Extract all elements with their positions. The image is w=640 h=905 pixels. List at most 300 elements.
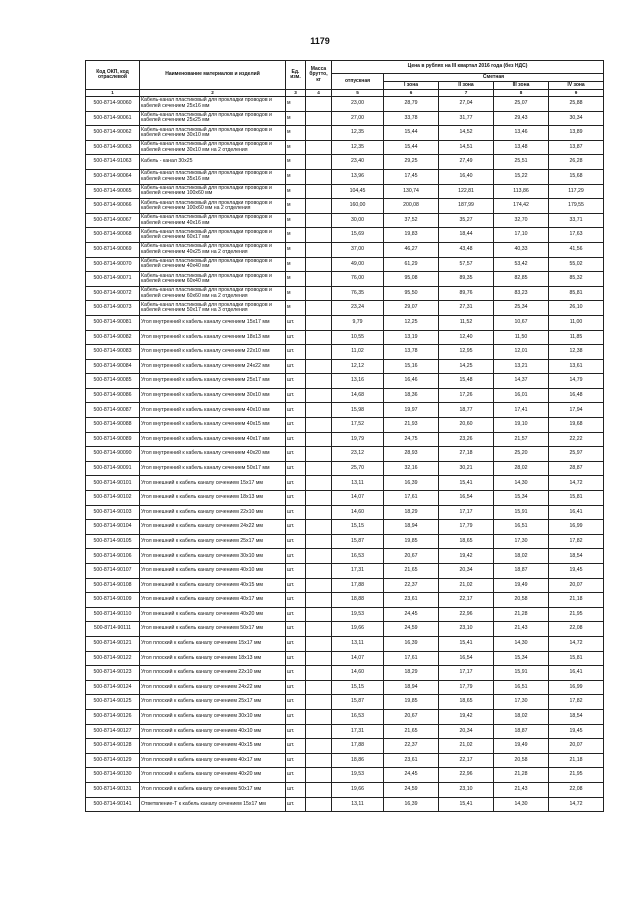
cell-price-otpusk: 19,53 [332,768,384,783]
cell-code: 500-8714-90125 [86,695,140,710]
cell-name: Угол внутренний к кабель каналу сечением 18х13 мм [140,330,286,345]
cell-code: 500-8714-90070 [86,257,140,272]
cell-mass [306,724,332,739]
cell-price-otpusk: 14,68 [332,388,384,403]
cell-code: 500-8714-90105 [86,534,140,549]
cell-price-zone-1: 21,65 [384,564,439,579]
cell-unit: м [286,126,306,141]
cell-price-otpusk: 104,45 [332,184,384,199]
table-row [86,374,604,389]
cell-mass [306,388,332,403]
cell-code: 500-8714-90103 [86,505,140,520]
cell-name: Кабель-канал пластиковый для прокладки проводов и кабелей сечением 100х60 мм [140,184,286,199]
cell-code: 500-8714-90128 [86,739,140,754]
cell-price-otpusk: 16,53 [332,709,384,724]
cell-price-zone-4: 16,48 [549,388,604,403]
cell-code: 500-8714-90084 [86,359,140,374]
table-row [86,199,604,214]
cell-price-zone-3: 17,30 [494,534,549,549]
cell-unit: м [286,199,306,214]
cell-price-zone-4: 85,32 [549,272,604,287]
cell-price-otpusk: 49,00 [332,257,384,272]
cell-price-zone-1: 29,07 [384,301,439,316]
cell-name: Угол внешний к кабель каналу сечением 22х10 мм [140,505,286,520]
cell-mass [306,242,332,257]
table-row [86,534,604,549]
cell-unit: шт. [286,636,306,651]
cell-price-otpusk: 37,00 [332,242,384,257]
cell-name: Угол внешний к кабель каналу сечением 40х10 мм [140,564,286,579]
cell-price-zone-3: 13,21 [494,359,549,374]
cell-price-zone-3: 21,43 [494,622,549,637]
cell-mass [306,126,332,141]
cell-price-zone-3: 53,42 [494,257,549,272]
cell-code: 500-8714-90066 [86,199,140,214]
cell-name: Кабель-канал пластиковый для прокладки проводов и кабелей сечением 30х10 мм [140,126,286,141]
table-row [86,97,604,112]
cell-price-zone-1: 16,39 [384,636,439,651]
cell-code: 500-8714-90129 [86,753,140,768]
cell-mass [306,520,332,535]
cell-price-zone-4: 85,81 [549,286,604,301]
cell-name: Угол плоский к кабель каналу сечением 40х15 мм [140,739,286,754]
cell-price-zone-4: 16,41 [549,505,604,520]
cell-name: Угол внутренний к кабель каналу сечением 24х22 мм [140,359,286,374]
cell-price-zone-4: 16,99 [549,680,604,695]
cell-price-zone-3: 32,70 [494,213,549,228]
cell-code: 500-8714-90104 [86,520,140,535]
cell-mass [306,403,332,418]
table-row [86,680,604,695]
cell-code: 500-8714-90126 [86,709,140,724]
cell-price-otpusk: 25,70 [332,461,384,476]
cell-price-zone-4: 25,97 [549,447,604,462]
table-row [86,403,604,418]
col-num: 9 [549,90,604,97]
cell-mass [306,169,332,184]
cell-mass [306,213,332,228]
cell-code: 500-8714-90102 [86,491,140,506]
cell-price-zone-1: 20,67 [384,709,439,724]
cell-price-zone-2: 27,04 [439,97,494,112]
cell-price-zone-2: 22,17 [439,753,494,768]
cell-price-otpusk: 15,87 [332,534,384,549]
cell-name: Кабель-канал пластиковый для прокладки проводов и кабелей сечением 40х25 мм на 2 отделения [140,242,286,257]
cell-mass [306,199,332,214]
cell-price-otpusk: 17,31 [332,724,384,739]
table-row [86,636,604,651]
cell-price-otpusk: 19,66 [332,622,384,637]
cell-price-zone-1: 20,67 [384,549,439,564]
cell-unit: м [286,97,306,112]
cell-price-zone-1: 37,52 [384,213,439,228]
table-row [86,213,604,228]
cell-unit: шт. [286,753,306,768]
cell-unit: м [286,213,306,228]
cell-name: Угол плоский к кабель каналу сечением 24х22 мм [140,680,286,695]
cell-price-otpusk: 19,66 [332,782,384,797]
cell-price-zone-4: 19,68 [549,418,604,433]
cell-price-zone-1: 19,85 [384,534,439,549]
cell-name: Угол внешний к кабель каналу сечением 50х17 мм [140,622,286,637]
cell-code: 500-8714-90067 [86,213,140,228]
cell-price-zone-4: 179,55 [549,199,604,214]
table-row [86,564,604,579]
cell-price-zone-4: 14,72 [549,797,604,812]
price-table [85,60,604,812]
cell-name: Кабель-канал пластиковый для прокладки проводов и кабелей сечением 60х17 мм [140,228,286,243]
cell-price-zone-1: 15,44 [384,140,439,155]
cell-price-zone-4: 19,45 [549,724,604,739]
header-name: Наименование материалов и изделий [140,61,286,90]
cell-unit: шт. [286,680,306,695]
table-row [86,607,604,622]
table-row [86,666,604,681]
cell-price-zone-4: 16,41 [549,666,604,681]
cell-name: Угол внешний к кабель каналу сечением 18х13 мм [140,491,286,506]
cell-price-zone-4: 28,87 [549,461,604,476]
cell-price-zone-2: 15,41 [439,476,494,491]
cell-price-zone-1: 32,16 [384,461,439,476]
cell-price-zone-3: 14,30 [494,636,549,651]
cell-price-zone-4: 14,79 [549,374,604,389]
table-row [86,447,604,462]
cell-price-zone-3: 21,28 [494,768,549,783]
cell-price-zone-2: 16,40 [439,169,494,184]
cell-price-otpusk: 12,35 [332,126,384,141]
cell-price-zone-1: 16,39 [384,797,439,812]
cell-mass [306,432,332,447]
cell-price-zone-2: 14,25 [439,359,494,374]
col-num: 8 [494,90,549,97]
cell-unit: шт. [286,418,306,433]
cell-price-zone-4: 17,82 [549,534,604,549]
cell-price-zone-2: 15,41 [439,636,494,651]
cell-price-zone-3: 17,30 [494,695,549,710]
cell-unit: шт. [286,724,306,739]
table-row [86,155,604,170]
cell-unit: шт. [286,768,306,783]
cell-price-zone-3: 20,58 [494,753,549,768]
cell-code: 500-8714-90111 [86,622,140,637]
cell-code: 500-8714-90082 [86,330,140,345]
cell-name: Угол плоский к кабель каналу сечением 22х10 мм [140,666,286,681]
cell-price-zone-3: 25,34 [494,301,549,316]
cell-price-zone-4: 11,85 [549,330,604,345]
table-row [86,432,604,447]
cell-price-zone-2: 20,60 [439,418,494,433]
cell-unit: м [286,140,306,155]
cell-mass [306,505,332,520]
cell-price-zone-1: 16,39 [384,476,439,491]
cell-price-zone-2: 23,10 [439,782,494,797]
cell-mass [306,549,332,564]
table-row [86,286,604,301]
cell-unit: шт. [286,374,306,389]
cell-mass [306,622,332,637]
cell-price-zone-3: 12,01 [494,345,549,360]
col-num: 3 [286,90,306,97]
cell-price-zone-1: 21,65 [384,724,439,739]
table-row [86,593,604,608]
cell-price-zone-2: 19,42 [439,549,494,564]
cell-price-zone-4: 41,56 [549,242,604,257]
cell-price-otpusk: 10,55 [332,330,384,345]
cell-name: Угол внутренний к кабель каналу сечением 22х10 мм [140,345,286,360]
cell-name: Угол внешний к кабель каналу сечением 40х20 мм [140,607,286,622]
table-row [86,578,604,593]
table-row [86,140,604,155]
cell-price-zone-3: 83,23 [494,286,549,301]
cell-mass [306,330,332,345]
cell-name: Угол плоский к кабель каналу сечением 40х17 мм [140,753,286,768]
cell-unit: шт. [286,432,306,447]
cell-unit: м [286,301,306,316]
cell-price-otpusk: 19,79 [332,432,384,447]
cell-unit: шт. [286,315,306,330]
cell-price-zone-2: 14,51 [439,140,494,155]
cell-price-zone-2: 17,79 [439,680,494,695]
cell-price-otpusk: 15,69 [332,228,384,243]
cell-price-zone-4: 18,54 [549,549,604,564]
cell-code: 500-8714-91063 [86,155,140,170]
cell-price-zone-1: 24,45 [384,768,439,783]
table-row [86,520,604,535]
cell-mass [306,111,332,126]
cell-code: 500-8714-90086 [86,388,140,403]
cell-code: 500-8714-90091 [86,461,140,476]
cell-price-zone-2: 18,65 [439,695,494,710]
cell-price-zone-2: 31,77 [439,111,494,126]
cell-price-otpusk: 23,00 [332,97,384,112]
cell-code: 500-8714-90072 [86,286,140,301]
cell-mass [306,534,332,549]
cell-name: Угол внешний к кабель каналу сечением 30х10 мм [140,549,286,564]
cell-price-zone-4: 13,89 [549,126,604,141]
cell-unit: шт. [286,505,306,520]
cell-price-zone-2: 17,26 [439,388,494,403]
table-row [86,724,604,739]
cell-code: 500-8714-90124 [86,680,140,695]
cell-price-zone-4: 22,08 [549,622,604,637]
cell-price-zone-1: 22,37 [384,578,439,593]
cell-price-zone-4: 17,82 [549,695,604,710]
cell-price-zone-2: 19,42 [439,709,494,724]
cell-price-zone-3: 15,34 [494,491,549,506]
cell-price-zone-4: 22,08 [549,782,604,797]
cell-price-zone-2: 17,17 [439,666,494,681]
table-row [86,709,604,724]
cell-price-zone-4: 30,34 [549,111,604,126]
cell-mass [306,797,332,812]
cell-name: Угол плоский к кабель каналу сечением 40х20 мм [140,768,286,783]
cell-price-zone-1: 13,19 [384,330,439,345]
cell-price-zone-1: 28,79 [384,97,439,112]
cell-price-zone-2: 16,54 [439,651,494,666]
cell-price-zone-3: 18,02 [494,549,549,564]
cell-price-otpusk: 13,11 [332,476,384,491]
cell-price-zone-1: 12,25 [384,315,439,330]
header-zone-3: III зона [494,82,549,90]
cell-price-zone-4: 18,54 [549,709,604,724]
cell-price-zone-4: 117,29 [549,184,604,199]
cell-price-zone-4: 33,71 [549,213,604,228]
cell-mass [306,476,332,491]
cell-price-otpusk: 9,79 [332,315,384,330]
cell-price-zone-1: 17,45 [384,169,439,184]
cell-unit: шт. [286,622,306,637]
cell-price-zone-1: 46,27 [384,242,439,257]
cell-price-zone-1: 18,29 [384,505,439,520]
table-row [86,301,604,316]
cell-price-zone-3: 15,91 [494,505,549,520]
cell-price-zone-4: 15,81 [549,491,604,506]
cell-price-zone-3: 11,50 [494,330,549,345]
cell-mass [306,257,332,272]
table-row [86,695,604,710]
cell-code: 500-8714-90073 [86,301,140,316]
cell-unit: м [286,155,306,170]
table-row [86,768,604,783]
cell-name: Угол внутренний к кабель каналу сечением 40х15 мм [140,418,286,433]
cell-mass [306,374,332,389]
cell-mass [306,418,332,433]
table-row [86,651,604,666]
cell-code: 500-8714-90069 [86,242,140,257]
cell-price-otpusk: 17,88 [332,578,384,593]
table-row [86,272,604,287]
table-row [86,345,604,360]
cell-price-otpusk: 13,16 [332,374,384,389]
cell-price-zone-1: 200,08 [384,199,439,214]
cell-price-zone-4: 22,22 [549,432,604,447]
cell-mass [306,709,332,724]
cell-price-zone-2: 27,18 [439,447,494,462]
table-row [86,111,604,126]
header-price-title: Цена в рублях на III квартал 2016 года (без НДС) [332,61,604,74]
cell-price-zone-2: 27,49 [439,155,494,170]
table-row [86,782,604,797]
cell-name: Угол плоский к кабель каналу сечением 25х17 мм [140,695,286,710]
cell-price-zone-2: 18,77 [439,403,494,418]
cell-name: Угол внешний к кабель каналу сечением 24х22 мм [140,520,286,535]
cell-mass [306,680,332,695]
cell-price-zone-2: 18,44 [439,228,494,243]
cell-price-zone-1: 17,61 [384,491,439,506]
cell-price-zone-1: 15,16 [384,359,439,374]
cell-code: 500-8714-90107 [86,564,140,579]
cell-price-zone-4: 55,02 [549,257,604,272]
cell-unit: шт. [286,607,306,622]
cell-price-zone-4: 21,95 [549,607,604,622]
cell-name: Кабель-канал пластиковый для прокладки проводов и кабелей сечением 50х17 мм на 3 отделения [140,301,286,316]
cell-price-zone-3: 16,51 [494,520,549,535]
cell-code: 500-8714-90090 [86,447,140,462]
cell-price-zone-3: 40,33 [494,242,549,257]
cell-price-zone-1: 61,29 [384,257,439,272]
cell-unit: шт. [286,739,306,754]
cell-name: Угол внутренний к кабель каналу сечением 30х10 мм [140,388,286,403]
cell-code: 500-8714-90127 [86,724,140,739]
cell-price-zone-3: 19,10 [494,418,549,433]
cell-mass [306,768,332,783]
cell-price-zone-3: 18,87 [494,724,549,739]
cell-price-zone-1: 18,36 [384,388,439,403]
cell-unit: шт. [286,695,306,710]
cell-unit: м [286,272,306,287]
cell-price-otpusk: 15,98 [332,403,384,418]
cell-mass [306,753,332,768]
cell-name: Угол внутренний к кабель каналу сечением 40х20 мм [140,447,286,462]
cell-price-zone-4: 16,99 [549,520,604,535]
cell-mass [306,286,332,301]
cell-price-zone-4: 13,61 [549,359,604,374]
cell-price-zone-3: 25,51 [494,155,549,170]
cell-mass [306,140,332,155]
cell-price-otpusk: 12,35 [332,140,384,155]
cell-price-zone-1: 16,46 [384,374,439,389]
cell-unit: шт. [286,447,306,462]
cell-name: Кабель-канал пластиковый для прокладки проводов и кабелей сечением 40х16 мм [140,213,286,228]
cell-name: Угол внутренний к кабель каналу сечением 40х10 мм [140,403,286,418]
cell-price-zone-4: 15,81 [549,651,604,666]
cell-price-otpusk: 14,60 [332,505,384,520]
table-row [86,505,604,520]
cell-price-zone-4: 21,18 [549,593,604,608]
cell-unit: м [286,257,306,272]
cell-price-zone-2: 23,26 [439,432,494,447]
col-num: 1 [86,90,140,97]
cell-unit: шт. [286,359,306,374]
cell-price-otpusk: 76,35 [332,286,384,301]
cell-mass [306,593,332,608]
cell-price-zone-4: 17,94 [549,403,604,418]
cell-code: 500-8714-90087 [86,403,140,418]
cell-price-zone-2: 23,10 [439,622,494,637]
cell-mass [306,155,332,170]
table-row [86,330,604,345]
cell-name: Кабель-канал пластиковый для прокладки проводов и кабелей сечением 100х60 мм на 2 отделения [140,199,286,214]
table-row [86,476,604,491]
cell-price-zone-1: 24,59 [384,622,439,637]
table-row [86,797,604,812]
cell-price-zone-2: 89,76 [439,286,494,301]
table-header [86,61,604,97]
cell-unit: м [286,242,306,257]
cell-name: Угол внутренний к кабель каналу сечением 15х17 мм [140,315,286,330]
cell-price-zone-1: 23,61 [384,593,439,608]
cell-price-zone-4: 20,07 [549,739,604,754]
cell-price-zone-2: 122,81 [439,184,494,199]
cell-price-zone-1: 33,78 [384,111,439,126]
cell-price-otpusk: 13,11 [332,636,384,651]
cell-price-zone-2: 57,57 [439,257,494,272]
cell-code: 500-8714-90109 [86,593,140,608]
cell-unit: шт. [286,549,306,564]
cell-mass [306,447,332,462]
cell-price-zone-2: 20,34 [439,724,494,739]
cell-code: 500-8714-90141 [86,797,140,812]
cell-price-zone-4: 17,63 [549,228,604,243]
col-num: 4 [306,90,332,97]
cell-price-zone-1: 95,08 [384,272,439,287]
cell-price-zone-3: 82,85 [494,272,549,287]
cell-code: 500-8714-90064 [86,169,140,184]
cell-price-zone-4: 26,10 [549,301,604,316]
cell-price-otpusk: 23,12 [332,447,384,462]
cell-name: Угол плоский к кабель каналу сечением 50х17 мм [140,782,286,797]
cell-price-zone-3: 21,57 [494,432,549,447]
